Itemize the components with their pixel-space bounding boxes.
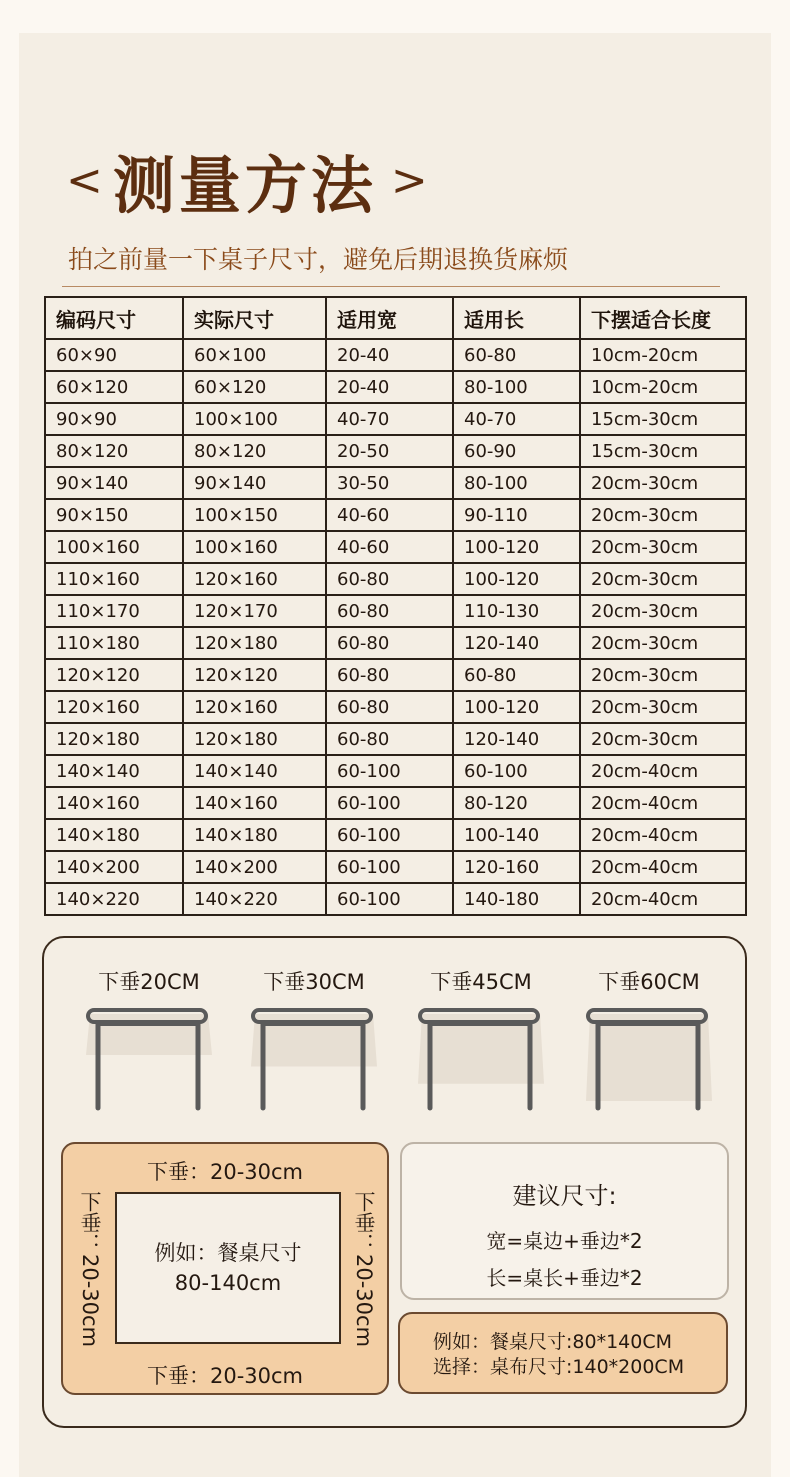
table-row	[45, 659, 746, 691]
table-cell: 30-50	[326, 467, 453, 499]
subtitle: 拍之前量一下桌子尺寸，避免后期退换货麻烦	[68, 245, 569, 274]
suggestion-width-formula: 宽=桌边+垂边*2	[486, 1229, 643, 1253]
drop-label: 下垂20CM	[98, 970, 200, 994]
table-cell: 40-60	[326, 531, 453, 563]
table-with-cloth-icon	[416, 1006, 546, 1116]
table-row	[45, 339, 746, 371]
table-cell: 20cm-30cm	[580, 595, 746, 627]
table-cell: 90×140	[183, 467, 326, 499]
table-cell: 100×160	[183, 531, 326, 563]
suggestion-title: 建议尺寸:	[512, 1182, 617, 1210]
table-cell: 90×90	[45, 403, 183, 435]
table-cell: 140×140	[45, 755, 183, 787]
table-cell: 40-60	[326, 499, 453, 531]
table-cell: 20-40	[326, 339, 453, 371]
table-cell: 140×160	[183, 787, 326, 819]
table-cell: 60-80	[453, 659, 580, 691]
table-cell: 120×120	[45, 659, 183, 691]
table-cell: 80×120	[45, 435, 183, 467]
table-cell: 80×120	[183, 435, 326, 467]
table-cell: 140×200	[45, 851, 183, 883]
table-cell: 120×180	[183, 627, 326, 659]
table-cell: 120-140	[453, 723, 580, 755]
table-cell: 100-120	[453, 531, 580, 563]
drop-illustration	[416, 966, 566, 996]
table-cell: 60-100	[326, 851, 453, 883]
table-cell: 60×100	[183, 339, 326, 371]
table-cell: 140×200	[183, 851, 326, 883]
table-cell: 60-100	[453, 755, 580, 787]
table-row	[45, 851, 746, 883]
title-bracket-left: <	[66, 154, 103, 206]
table-with-cloth-icon	[584, 1006, 714, 1116]
table-cell: 80-100	[453, 371, 580, 403]
page-title	[66, 140, 428, 220]
table-row	[45, 883, 746, 915]
drop-illustration	[249, 966, 399, 996]
example-inner-line1: 例如：餐桌尺寸	[154, 1241, 302, 1265]
table-cell: 60-80	[326, 595, 453, 627]
table-cell: 60-100	[326, 883, 453, 915]
example-inner-line2: 80-140cm	[174, 1271, 282, 1295]
table-cell: 20-50	[326, 435, 453, 467]
table-cell: 120×160	[183, 563, 326, 595]
table-cell: 15cm-30cm	[580, 403, 746, 435]
table-cell: 20cm-40cm	[580, 883, 746, 915]
table-cell: 60-100	[326, 819, 453, 851]
table-cell: 20cm-40cm	[580, 755, 746, 787]
table-row	[45, 819, 746, 851]
header-cell: 实际尺寸	[183, 297, 326, 339]
size-table	[44, 296, 747, 916]
table-row	[45, 499, 746, 531]
table-row	[45, 787, 746, 819]
table-cell: 100×100	[183, 403, 326, 435]
drop-label: 下垂45CM	[430, 970, 532, 994]
table-with-cloth-icon	[84, 1006, 214, 1116]
table-cell: 140×180	[45, 819, 183, 851]
table-cell: 20cm-30cm	[580, 659, 746, 691]
table-cell: 20-40	[326, 371, 453, 403]
header-cell: 适用长	[453, 297, 580, 339]
header-cell: 编码尺寸	[45, 297, 183, 339]
table-cell: 90×140	[45, 467, 183, 499]
table-cell: 10cm-20cm	[580, 371, 746, 403]
table-cell: 100-120	[453, 563, 580, 595]
table-row	[45, 723, 746, 755]
table-cell: 100-120	[453, 691, 580, 723]
table-row	[45, 435, 746, 467]
table-cell: 120×160	[183, 691, 326, 723]
example-diagram	[61, 1142, 389, 1395]
table-cell: 60-80	[326, 627, 453, 659]
table-row	[45, 563, 746, 595]
table-row	[45, 371, 746, 403]
table-cell: 40-70	[326, 403, 453, 435]
table-cell: 140×220	[183, 883, 326, 915]
table-cell: 120×170	[183, 595, 326, 627]
example-bottom-drop: 下垂：20-30cm	[146, 1364, 304, 1388]
table-cell: 110×170	[45, 595, 183, 627]
table-cell: 100-140	[453, 819, 580, 851]
table-cell: 20cm-30cm	[580, 531, 746, 563]
table-row	[45, 595, 746, 627]
title-text: 测量方法	[112, 148, 377, 222]
example-cloth-size: 选择：桌布尺寸:140*200CM	[433, 1356, 685, 1378]
table-cell: 60-90	[453, 435, 580, 467]
drop-illustration	[584, 966, 734, 996]
table-cell: 80-120	[453, 787, 580, 819]
table-row	[45, 403, 746, 435]
table-cell: 60-80	[453, 339, 580, 371]
header-cell: 下摆适合长度	[580, 297, 746, 339]
example-top-drop: 下垂：20-30cm	[146, 1160, 304, 1184]
table-cell: 20cm-30cm	[580, 499, 746, 531]
example-selection-box	[398, 1312, 728, 1394]
suggestion-length-formula: 长=桌长+垂边*2	[486, 1266, 643, 1290]
table-cell: 20cm-30cm	[580, 691, 746, 723]
table-row	[45, 531, 746, 563]
table-cell: 120×160	[45, 691, 183, 723]
table-cell: 80-100	[453, 467, 580, 499]
table-row	[45, 755, 746, 787]
table-cell: 60×120	[183, 371, 326, 403]
table-cell: 60-100	[326, 787, 453, 819]
table-cell: 100×160	[45, 531, 183, 563]
table-cell: 60-80	[326, 691, 453, 723]
table-cell: 15cm-30cm	[580, 435, 746, 467]
drop-illustration-panel	[42, 936, 747, 1428]
table-cell: 20cm-40cm	[580, 819, 746, 851]
table-cell: 110×180	[45, 627, 183, 659]
table-cell: 120-160	[453, 851, 580, 883]
example-left-drop: 下垂：20-30cm	[78, 1190, 102, 1348]
suggestion-box	[400, 1142, 729, 1300]
table-cell: 120×180	[183, 723, 326, 755]
table-cell: 140×160	[45, 787, 183, 819]
table-cell: 40-70	[453, 403, 580, 435]
drop-label: 下垂60CM	[598, 970, 700, 994]
example-right-drop: 下垂：20-30cm	[352, 1190, 376, 1348]
table-cell: 140-180	[453, 883, 580, 915]
table-row	[45, 627, 746, 659]
table-cell: 110-130	[453, 595, 580, 627]
table-cell: 110×160	[45, 563, 183, 595]
table-cell: 60-80	[326, 563, 453, 595]
table-cell: 100×150	[183, 499, 326, 531]
table-cell: 140×180	[183, 819, 326, 851]
table-cell: 60-80	[326, 659, 453, 691]
subtitle-divider	[62, 286, 720, 287]
table-cell: 120×180	[45, 723, 183, 755]
header-cell: 适用宽	[326, 297, 453, 339]
table-cell: 60×120	[45, 371, 183, 403]
example-table-size: 例如：餐桌尺寸:80*140CM	[433, 1331, 673, 1353]
table-cell: 120-140	[453, 627, 580, 659]
table-header-row	[45, 297, 746, 339]
drop-label: 下垂30CM	[263, 970, 365, 994]
table-cell: 20cm-40cm	[580, 851, 746, 883]
table-cell: 60-100	[326, 755, 453, 787]
table-cell: 20cm-30cm	[580, 563, 746, 595]
title-bracket-right: >	[390, 154, 428, 206]
table-cell: 140×220	[45, 883, 183, 915]
table-cell: 140×140	[183, 755, 326, 787]
example-table-top	[115, 1192, 341, 1344]
table-cell: 90×150	[45, 499, 183, 531]
table-cell: 20cm-30cm	[580, 467, 746, 499]
table-with-cloth-icon	[249, 1006, 379, 1116]
table-cell: 20cm-30cm	[580, 723, 746, 755]
table-cell: 90-110	[453, 499, 580, 531]
drop-illustration	[84, 966, 234, 996]
table-row	[45, 691, 746, 723]
table-cell: 60×90	[45, 339, 183, 371]
table-cell: 20cm-30cm	[580, 627, 746, 659]
table-cell: 20cm-40cm	[580, 787, 746, 819]
table-row	[45, 467, 746, 499]
table-cell: 120×120	[183, 659, 326, 691]
table-cell: 60-80	[326, 723, 453, 755]
table-cell: 10cm-20cm	[580, 339, 746, 371]
